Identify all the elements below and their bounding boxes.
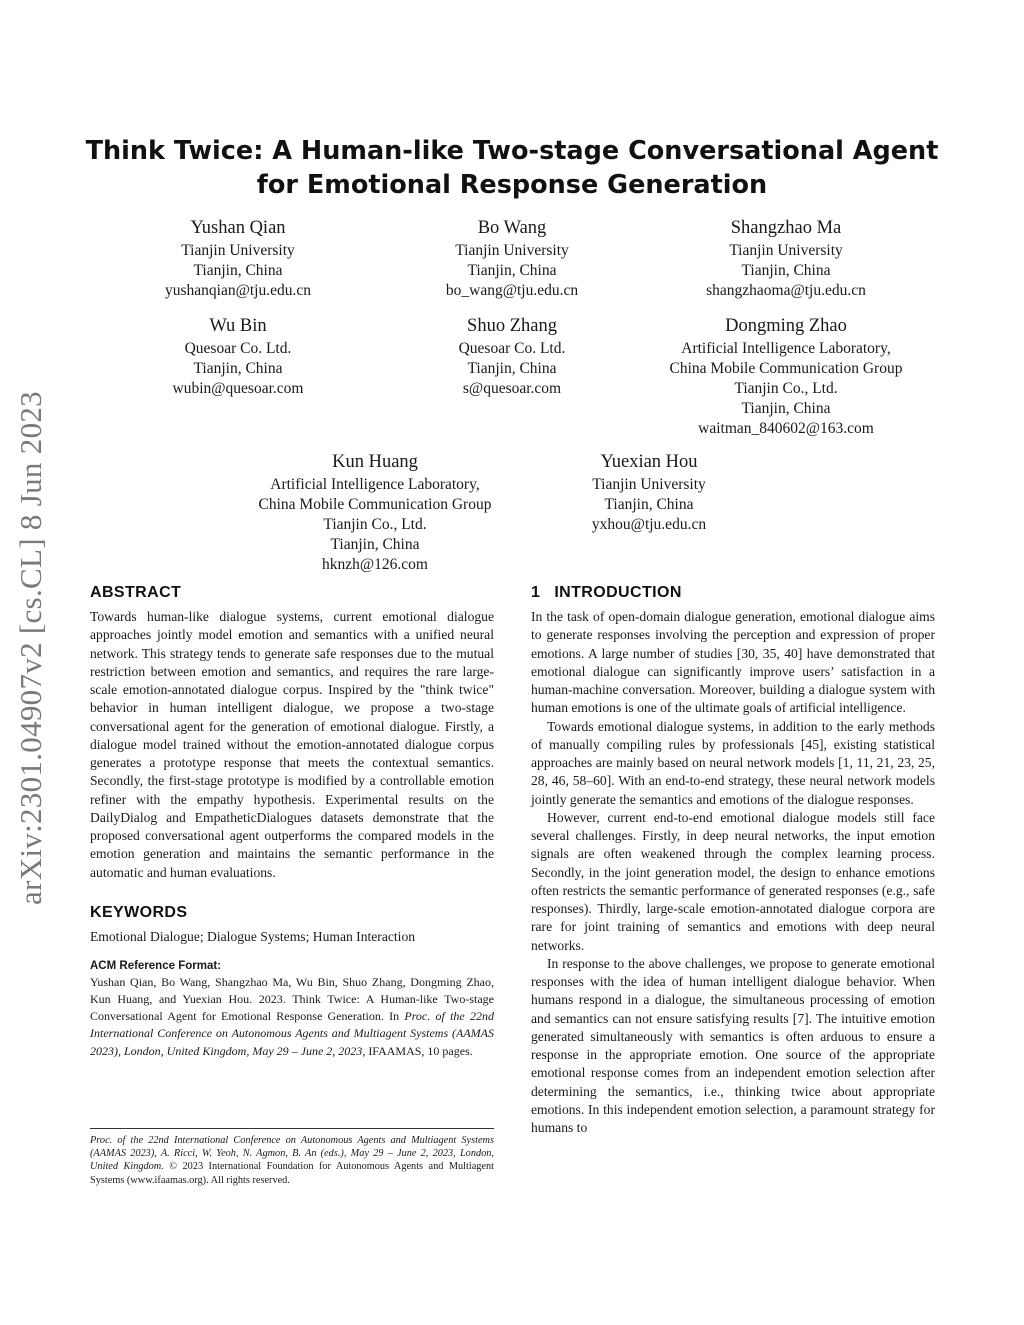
copyright-footnote (90, 1134, 494, 1187)
author-location: Tianjin, China (741, 400, 831, 417)
author-location: Tianjin, China (193, 262, 283, 279)
author-block (676, 216, 896, 301)
intro-paragraph: Towards emotional dialogue systems, in addition to the early methods of manually compiling rules by professionals [45], existing statistical approaches are mainly based on neural network models [1, 11, 21, 23, 25, 28, 46, 58–60]. With an end-to-end strategy, these neural network models jointly generate the semantics and emotions of the dialogue responses. (531, 718, 935, 807)
section-title: INTRODUCTION (554, 584, 682, 601)
author-location: Tianjin, China (193, 360, 283, 377)
author-affiliation: Tianjin Co., Ltd. (323, 516, 427, 533)
keywords-text: Emotional Dialogue; Dialogue Systems; Human Interaction (90, 928, 416, 944)
footnote-venue: Proc. of the 22nd International Conference on Autonomous Agents and Multiagent Systems (AAMAS 2023), A. Ricci, W. Yeoh, N. Agmon, B. An (eds.), May 29 – June 2, 2023, London, United Kingdom. (90, 1135, 494, 1173)
paper-title: Think Twice: A Human-like Two-stage Conversational Agent for Emotional Response Generation (85, 136, 939, 200)
author-location: Tianjin, China (467, 360, 557, 377)
author-affiliation: Quesoar Co. Ltd. (458, 340, 566, 357)
author-name: Yuexian Hou (600, 452, 698, 472)
author-location: Tianjin, China (467, 262, 557, 279)
author-email: yxhou@tju.edu.cn (591, 516, 707, 533)
author-affiliation: Tianjin University (729, 242, 843, 259)
author-name: Dongming Zhao (725, 316, 847, 336)
author-affiliation: Artificial Intelligence Laboratory, (681, 340, 891, 357)
author-email: s@quesoar.com (462, 380, 562, 397)
author-affiliation: Quesoar Co. Ltd. (184, 340, 292, 357)
footnote-rule (90, 1128, 494, 1129)
author-affiliation: Tianjin University (181, 242, 295, 259)
intro-paragraph: In the task of open-domain dialogue generation, emotional dialogue aims to generate responses involving the perception and expression of proper emotions. A large number of studies [30, 35, 40] have demonstrated that emotional dialogue can significantly improve users’ satisfaction in a human-machine conversation. Moreover, building a dialogue system with human emotions is one of the ultimate goals of artificial intelligence. (531, 609, 935, 716)
author-affiliation: Artificial Intelligence Laboratory, (270, 476, 480, 493)
author-block (412, 216, 612, 301)
section-number: 1 (531, 584, 541, 601)
author-name: Kun Huang (332, 452, 418, 472)
author-affiliation: China Mobile Communication Group (258, 496, 492, 513)
author-name: Yushan Qian (190, 218, 286, 238)
author-name: Wu Bin (209, 316, 267, 336)
arxiv-identifier-text: arXiv:2301.04907v2 [cs.CL] 8 Jun 2023 (13, 391, 49, 905)
author-affiliation: Tianjin Co., Ltd. (734, 380, 838, 397)
footnote-copyright: © 2023 International Foundation for Autonomous Agents and Multiagent Systems (www.ifaamas.org). All rights reserved. (90, 1161, 494, 1186)
author-name: Shuo Zhang (467, 316, 557, 336)
author-block (646, 314, 926, 439)
author-email: wubin@quesoar.com (172, 380, 304, 397)
author-email: yushanqian@tju.edu.cn (165, 282, 311, 299)
author-affiliation: Tianjin University (592, 476, 706, 493)
acm-reference-plain: Yushan Qian, Bo Wang, Shangzhao Ma, Wu Bin, Shuo Zhang, Dongming Zhao, Kun Huang, and Yuexian Hou. 2023. Think Twice: A Human-like Two-stage Conversational Agent for Emotional Response Generation. In (90, 974, 494, 1024)
author-email: hknzh@126.com (322, 556, 428, 573)
keywords-heading: KEYWORDS (90, 903, 188, 921)
author-location: Tianjin, China (741, 262, 831, 279)
author-name: Bo Wang (477, 218, 547, 238)
right-column (531, 584, 935, 1137)
author-block (412, 314, 612, 399)
intro-paragraph: However, current end-to-end emotional dialogue models still face several challenges. Firstly, in deep neural networks, the input emotion signals are often weakened through the complex learning process. Secondly, in the joint generation model, the design to enhance emotions often restricts the semantic performance of generated responses (e.g., safe responses). Thirdly, large-scale emotion-annotated dialogue corpora are rare for joint training of semantics and emotions with deep neural networks. (531, 809, 935, 953)
author-affiliation: Tianjin University (455, 242, 569, 259)
acm-reference-text (90, 974, 494, 1060)
author-location: Tianjin, China (330, 536, 420, 553)
author-email: shangzhaoma@tju.edu.cn (706, 282, 866, 299)
acm-reference-venue: Proc. of the 22nd International Conference on Autonomous Agents and Multiagent Systems (AAMAS 2023), London, United Kingdom, May 29 – June 2, 2023 (90, 1009, 495, 1058)
author-block (138, 314, 338, 399)
author-block (235, 450, 515, 575)
author-affiliation: China Mobile Communication Group (669, 360, 903, 377)
author-location: Tianjin, China (604, 496, 694, 513)
abstract-heading: ABSTRACT (90, 584, 182, 601)
abstract-text: Towards human-like dialogue systems, current emotional dialogue approaches jointly model emotion and semantics with a unified neural network. This strategy tends to generate safe responses due to the mutual restriction between emotion and semantics, and requires the rare large-scale emotion-annotated dialogue corpus. Inspired by the "think twice" behavior in human intelligent dialogue, we propose a two-stage conversational agent for the generation of emotional dialogue. Firstly, a dialogue model trained without the emotion-annotated dialogue corpus generates a prototype response that meets the contextual semantics. Secondly, the first-stage prototype is modified by a controllable emotion refiner with the empathy hypothesis. Experimental results on the DailyDialog and EmpatheticDialogues datasets demonstrate that the proposed conversational agent outperforms the compared models in the emotion generation and maintains the semantic performance in the automatic and human evaluations. (90, 609, 494, 880)
author-block (138, 216, 338, 301)
acm-reference-heading: ACM Reference Format: (90, 959, 221, 972)
author-block (549, 450, 749, 535)
author-name: Shangzhao Ma (730, 218, 842, 238)
author-email: waitman_840602@163.com (698, 420, 874, 437)
left-column (90, 584, 494, 1060)
acm-reference-tail: , IFAAMAS, 10 pages. (362, 1043, 473, 1058)
introduction-heading (531, 584, 935, 602)
author-email: bo_wang@tju.edu.cn (445, 282, 579, 299)
arxiv-identifier-stamp (2, 368, 60, 928)
intro-paragraph: In response to the above challenges, we propose to generate emotional responses with the idea of human intelligent dialogue behavior. When humans respond in a dialogue, the simultaneous processing of emotion and semantics can not ensure satisfying results [7]. The intuitive emotion generated simultaneously with semantics is often arduous to ensure a response in the appropriate emotion. One source of the appropriate emotional response comes from an independent emotion selection after determining the semantics, i.e., thinking twice about appropriate emotions. In this independent emotion selection, a paramount strategy for humans to (531, 955, 935, 1135)
